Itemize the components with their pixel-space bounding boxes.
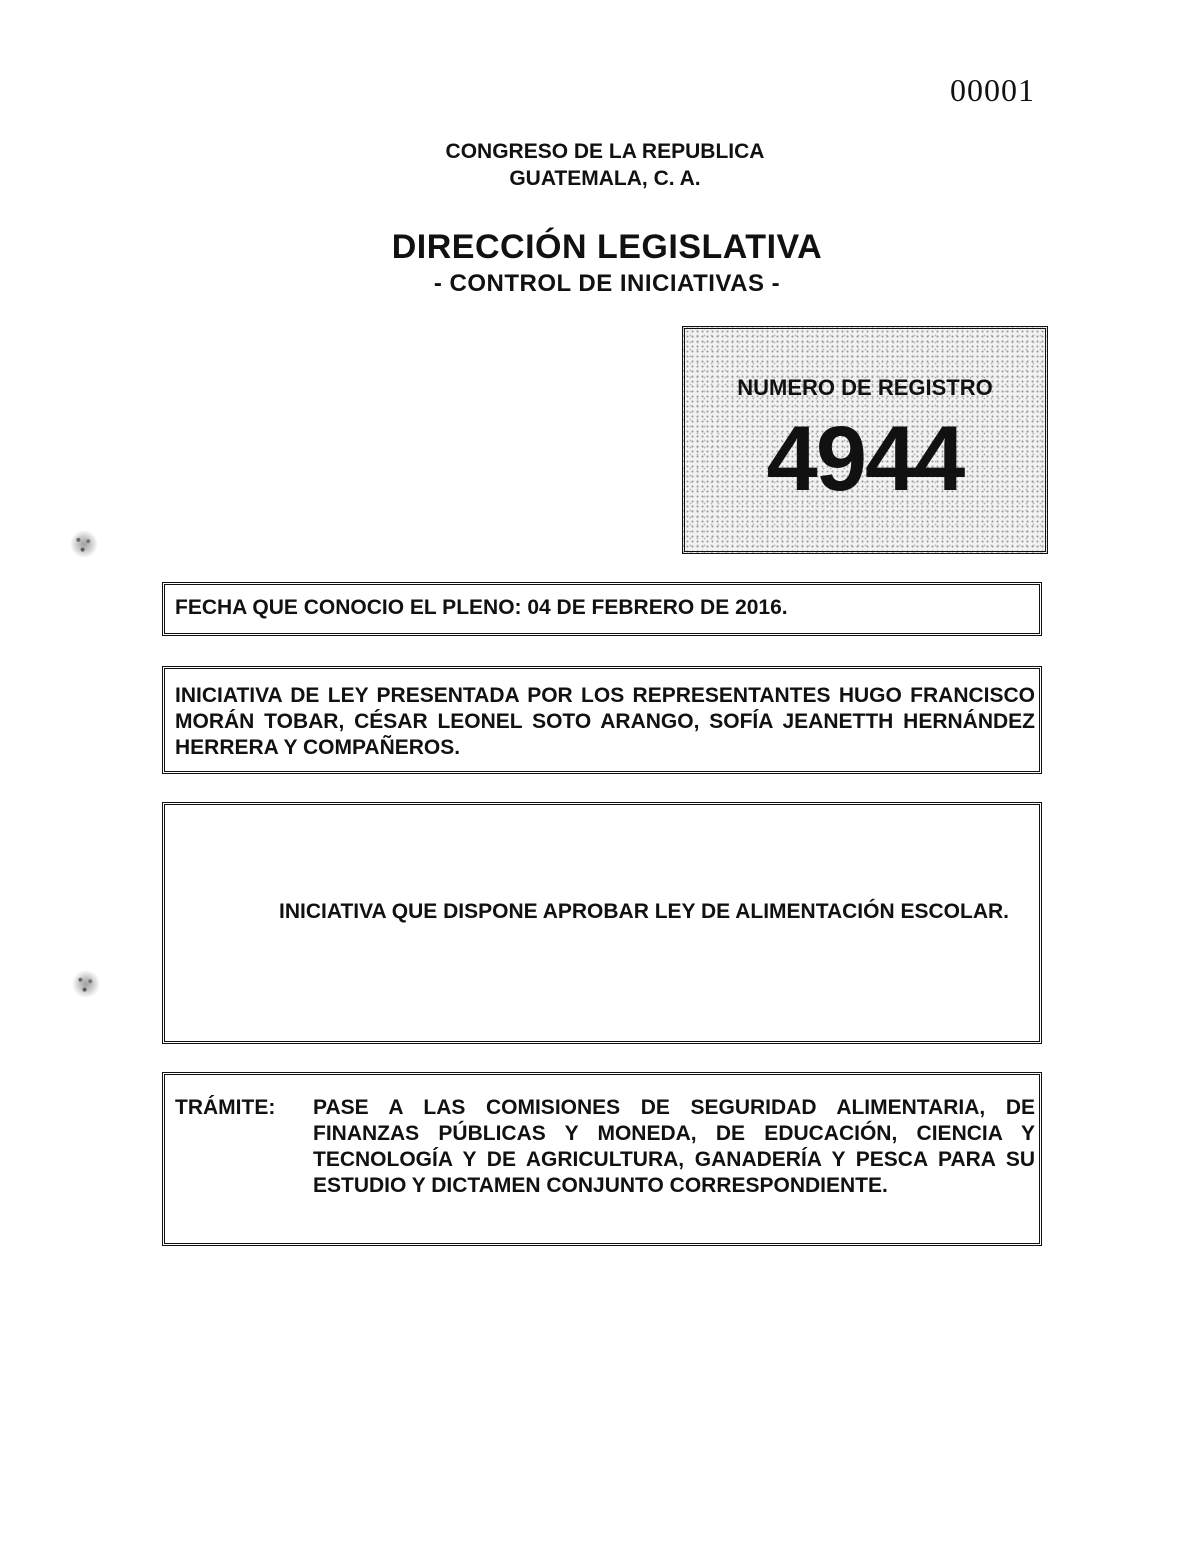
registro-number: 4944 (766, 408, 964, 510)
iniciativa-text: INICIATIVA DE LEY PRESENTADA POR LOS REPRESENTANTES HUGO FRANCISCO MORÁN TOBAR, CÉSAR LEONEL SOTO ARANGO, SOFÍA JEANETTH HERNÁNDEZ HERRERA Y COMPAÑEROS. (175, 684, 1035, 759)
asunto-box (162, 802, 1042, 1044)
scan-smudge-mark (70, 530, 98, 558)
page-title: DIRECCIÓN LEGISLATIVA (391, 228, 823, 266)
fecha-text: FECHA QUE CONOCIO EL PLENO: 04 DE FEBRERO DE 2016. (175, 596, 788, 619)
congreso-line-1: CONGRESO DE LA REPUBLICA (445, 140, 765, 163)
asunto-text: INICIATIVA QUE DISPONE APROBAR LEY DE ALIMENTACIÓN ESCOLAR. (279, 900, 1009, 923)
tramite-box (162, 1072, 1042, 1246)
page-subtitle: - CONTROL DE INICIATIVAS - (433, 270, 781, 297)
tramite-label: TRÁMITE: (175, 1096, 276, 1119)
fecha-box (162, 582, 1042, 636)
tramite-text: PASE A LAS COMISIONES DE SEGURIDAD ALIMENTARIA, DE FINANZAS PÚBLICAS Y MONEDA, DE EDUCACIÓN, CIENCIA Y TECNOLOGÍA Y DE AGRICULTURA, GANADERÍA Y PESCA PARA SU ESTUDIO Y DICTAMEN CONJUNTO CORRESPONDIENTE. (313, 1096, 1035, 1197)
registro-box (682, 326, 1048, 554)
congreso-line-2: GUATEMALA, C. A. (509, 167, 701, 190)
iniciativa-box (162, 666, 1042, 774)
scan-smudge-mark (72, 970, 100, 998)
page-number: 00001 (950, 72, 1035, 108)
registro-label: NUMERO DE REGISTRO (737, 375, 993, 400)
congreso-header (0, 138, 1200, 192)
